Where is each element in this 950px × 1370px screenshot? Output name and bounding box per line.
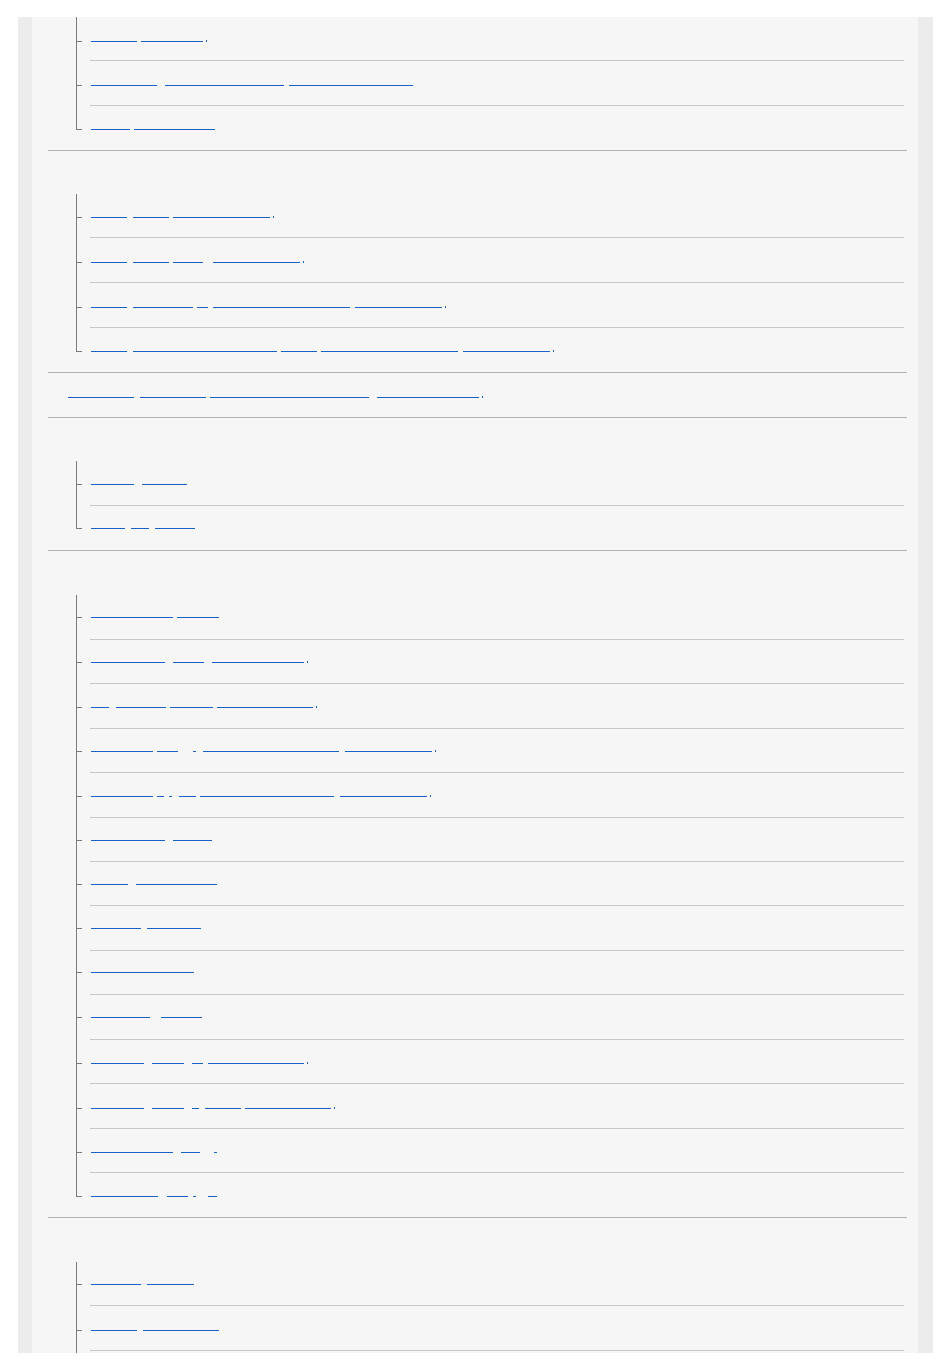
item-separator — [90, 728, 904, 729]
section-divider — [48, 550, 907, 551]
tree-connector — [76, 461, 77, 528]
link-underline — [91, 41, 137, 42]
toc-link[interactable] — [91, 251, 571, 263]
item-separator — [90, 105, 904, 106]
link-underline — [141, 41, 203, 42]
toc-link[interactable] — [91, 606, 571, 618]
item-separator — [90, 1128, 904, 1129]
link-underline — [193, 751, 196, 752]
link-underline — [91, 129, 130, 130]
toc-link[interactable] — [91, 30, 571, 42]
tree-branch — [76, 217, 82, 218]
toc-link[interactable] — [91, 785, 571, 797]
item-separator — [90, 1083, 904, 1084]
link-underline — [91, 1017, 150, 1018]
link-underline — [377, 397, 479, 398]
tree-branch — [76, 1284, 82, 1285]
tree-connector — [76, 17, 77, 129]
tree-branch — [76, 1063, 82, 1064]
toc-link[interactable] — [91, 917, 571, 929]
tree-branch — [76, 262, 82, 263]
link-underline — [193, 1196, 196, 1197]
link-underline — [91, 351, 127, 352]
link-underline — [173, 840, 212, 841]
link-period — [273, 216, 274, 218]
toc-link[interactable] — [91, 829, 571, 841]
link-underline — [177, 617, 219, 618]
tree-branch — [76, 1330, 82, 1331]
item-separator — [90, 1172, 904, 1173]
item-separator — [90, 683, 904, 684]
tree-branch — [76, 85, 82, 86]
tree-branch — [76, 1017, 82, 1018]
link-underline — [355, 307, 442, 308]
link-underline — [173, 262, 203, 263]
link-underline — [91, 751, 153, 752]
tree-connector — [76, 1262, 77, 1353]
link-underline — [91, 217, 127, 218]
link-underline — [208, 1063, 304, 1064]
link-underline — [200, 796, 334, 797]
link-underline — [91, 262, 127, 263]
link-underline — [152, 1063, 184, 1064]
link-underline — [91, 1196, 158, 1197]
link-underline — [147, 928, 201, 929]
link-period — [435, 750, 436, 752]
link-period — [553, 350, 554, 352]
link-underline — [463, 351, 550, 352]
link-underline — [245, 1108, 331, 1109]
tree-branch — [76, 751, 82, 752]
link-underline — [345, 751, 432, 752]
link-underline — [213, 307, 350, 308]
toc-link[interactable] — [91, 340, 571, 352]
link-underline — [133, 307, 193, 308]
link-underline — [157, 796, 164, 797]
item-separator — [90, 994, 904, 995]
link-underline — [142, 484, 187, 485]
item-separator — [90, 282, 904, 283]
link-underline — [157, 751, 178, 752]
toc-link[interactable] — [91, 1006, 571, 1018]
link-underline — [91, 840, 165, 841]
link-underline — [133, 262, 169, 263]
link-underline — [68, 397, 134, 398]
link-underline — [91, 1330, 137, 1331]
item-separator — [90, 237, 904, 238]
link-underline — [173, 217, 270, 218]
toc-link[interactable] — [91, 118, 571, 130]
link-underline — [91, 928, 141, 929]
tree-branch — [76, 528, 82, 529]
item-separator — [90, 1305, 904, 1306]
link-underline — [140, 397, 206, 398]
tree-branch — [76, 662, 82, 663]
tree-branch — [76, 129, 82, 130]
tree-branch — [76, 41, 82, 42]
tree-branch — [76, 1196, 82, 1197]
link-underline — [210, 397, 369, 398]
link-underline — [133, 217, 169, 218]
link-underline — [91, 1152, 173, 1153]
link-period — [334, 1107, 335, 1109]
link-underline — [147, 1284, 194, 1285]
link-underline — [281, 351, 317, 352]
toc-link[interactable] — [91, 473, 571, 485]
link-underline — [208, 1196, 217, 1197]
link-underline — [91, 307, 127, 308]
section-divider — [48, 150, 907, 151]
link-underline — [155, 528, 195, 529]
item-separator — [90, 1350, 904, 1351]
toc-link[interactable] — [91, 651, 571, 663]
toc-link[interactable] — [91, 740, 571, 752]
link-underline — [91, 972, 194, 973]
link-underline — [165, 85, 284, 86]
item-separator — [90, 861, 904, 862]
toc-link[interactable] — [68, 386, 548, 398]
toc-link[interactable] — [91, 517, 571, 529]
item-separator — [90, 817, 904, 818]
item-separator — [90, 327, 904, 328]
toc-link[interactable] — [91, 1273, 571, 1285]
link-underline — [170, 707, 213, 708]
item-separator — [90, 950, 904, 951]
toc-link[interactable] — [91, 1141, 571, 1153]
tree-branch — [76, 796, 82, 797]
link-underline — [197, 307, 208, 308]
tree-branch — [76, 972, 82, 973]
link-underline — [91, 1284, 141, 1285]
link-underline — [205, 1108, 241, 1109]
link-underline — [91, 85, 157, 86]
link-underline — [143, 1330, 219, 1331]
link-underline — [91, 707, 109, 708]
item-separator — [90, 772, 904, 773]
tree-branch — [76, 351, 82, 352]
item-separator — [90, 505, 904, 506]
link-underline — [152, 1108, 184, 1109]
section-divider — [48, 372, 907, 373]
tree-branch — [76, 840, 82, 841]
link-underline — [192, 1108, 199, 1109]
link-period — [206, 40, 207, 42]
toc-link[interactable] — [91, 961, 571, 973]
link-underline — [167, 1196, 188, 1197]
link-underline — [169, 796, 172, 797]
toc-link[interactable] — [91, 1185, 571, 1197]
link-underline — [340, 796, 427, 797]
toc-link[interactable] — [91, 1052, 571, 1064]
link-period — [303, 261, 304, 263]
link-underline — [91, 1108, 144, 1109]
link-underline — [203, 751, 339, 752]
item-separator — [90, 1039, 904, 1040]
link-underline — [116, 707, 166, 708]
link-underline — [91, 884, 128, 885]
link-period — [445, 306, 446, 308]
link-underline — [91, 796, 153, 797]
link-underline — [289, 85, 413, 86]
tree-branch — [76, 1108, 82, 1109]
toc-link[interactable] — [91, 1097, 571, 1109]
link-period — [307, 661, 308, 663]
toc-link[interactable] — [91, 206, 571, 218]
section-divider — [48, 417, 907, 418]
link-underline — [91, 1063, 144, 1064]
link-underline — [136, 884, 217, 885]
item-separator — [90, 60, 904, 61]
tree-branch — [76, 884, 82, 885]
link-underline — [133, 351, 277, 352]
tree-connector — [76, 595, 77, 1196]
item-separator — [90, 905, 904, 906]
link-underline — [91, 617, 173, 618]
link-underline — [321, 351, 458, 352]
toc-link[interactable] — [91, 696, 571, 708]
link-underline — [192, 1063, 203, 1064]
tree-branch — [76, 928, 82, 929]
item-separator — [90, 639, 904, 640]
tree-branch — [76, 484, 82, 485]
tree-branch — [76, 307, 82, 308]
toc-link[interactable] — [91, 296, 571, 308]
link-underline — [179, 796, 196, 797]
tree-branch — [76, 707, 82, 708]
link-underline — [91, 484, 134, 485]
link-underline — [213, 262, 300, 263]
link-underline — [91, 662, 165, 663]
link-underline — [161, 1017, 202, 1018]
link-underline — [217, 707, 313, 708]
link-underline — [131, 528, 149, 529]
toc-link[interactable] — [91, 873, 571, 885]
link-underline — [173, 662, 204, 663]
section-divider — [48, 1217, 907, 1218]
link-underline — [91, 528, 125, 529]
link-underline — [214, 1152, 217, 1153]
toc-link[interactable] — [91, 74, 571, 86]
link-underline — [134, 129, 215, 130]
link-period — [316, 706, 317, 708]
toc-link[interactable] — [91, 1319, 571, 1331]
link-underline — [181, 1152, 200, 1153]
tree-branch — [76, 1152, 82, 1153]
link-period — [430, 795, 431, 797]
link-underline — [212, 662, 304, 663]
link-period — [307, 1062, 308, 1064]
tree-branch — [76, 617, 82, 618]
link-period — [482, 396, 483, 398]
